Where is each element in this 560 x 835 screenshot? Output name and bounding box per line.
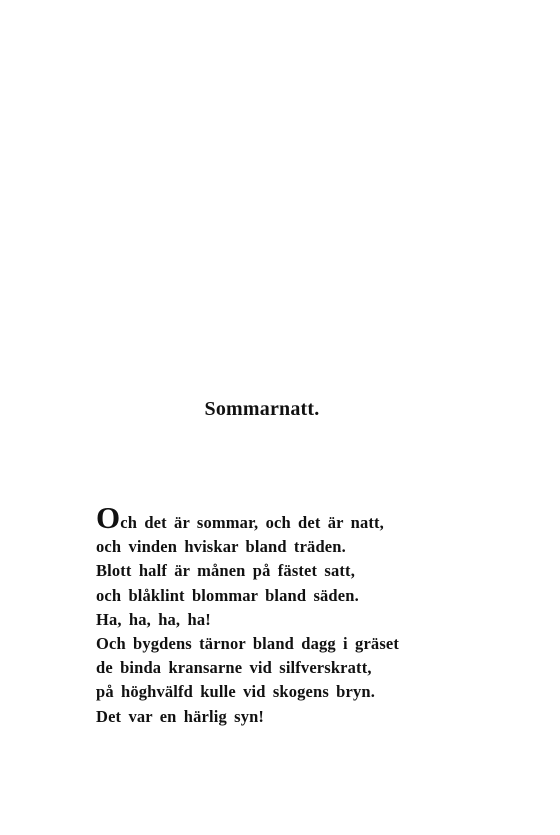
poem-line-3: Blott half är månen på fästet satt, xyxy=(96,561,355,581)
poem-line-4: och blåklint blommar bland säden. xyxy=(96,585,359,605)
poem-line-1 xyxy=(96,500,536,535)
poem-title: Sommarnatt. xyxy=(204,398,320,420)
poem-line-6: Och bygdens tärnor bland dagg i gräset xyxy=(96,634,400,654)
poem-line-8: på höghvälfd kulle vid skogens bryn. xyxy=(96,682,375,702)
poem-line-7: de binda kransarne vid silfverskratt, xyxy=(96,658,372,678)
poem-line-9: Det var en härlig syn! xyxy=(96,706,265,726)
poem-line-2: och vinden hviskar bland träden. xyxy=(96,537,346,557)
poem-body xyxy=(96,500,536,729)
poem-line-1-text: ch det är sommar, och det är natt, xyxy=(120,513,384,532)
poem-line-5: Ha, ha, ha, ha! xyxy=(96,609,211,629)
drop-cap-letter: O xyxy=(96,500,121,535)
